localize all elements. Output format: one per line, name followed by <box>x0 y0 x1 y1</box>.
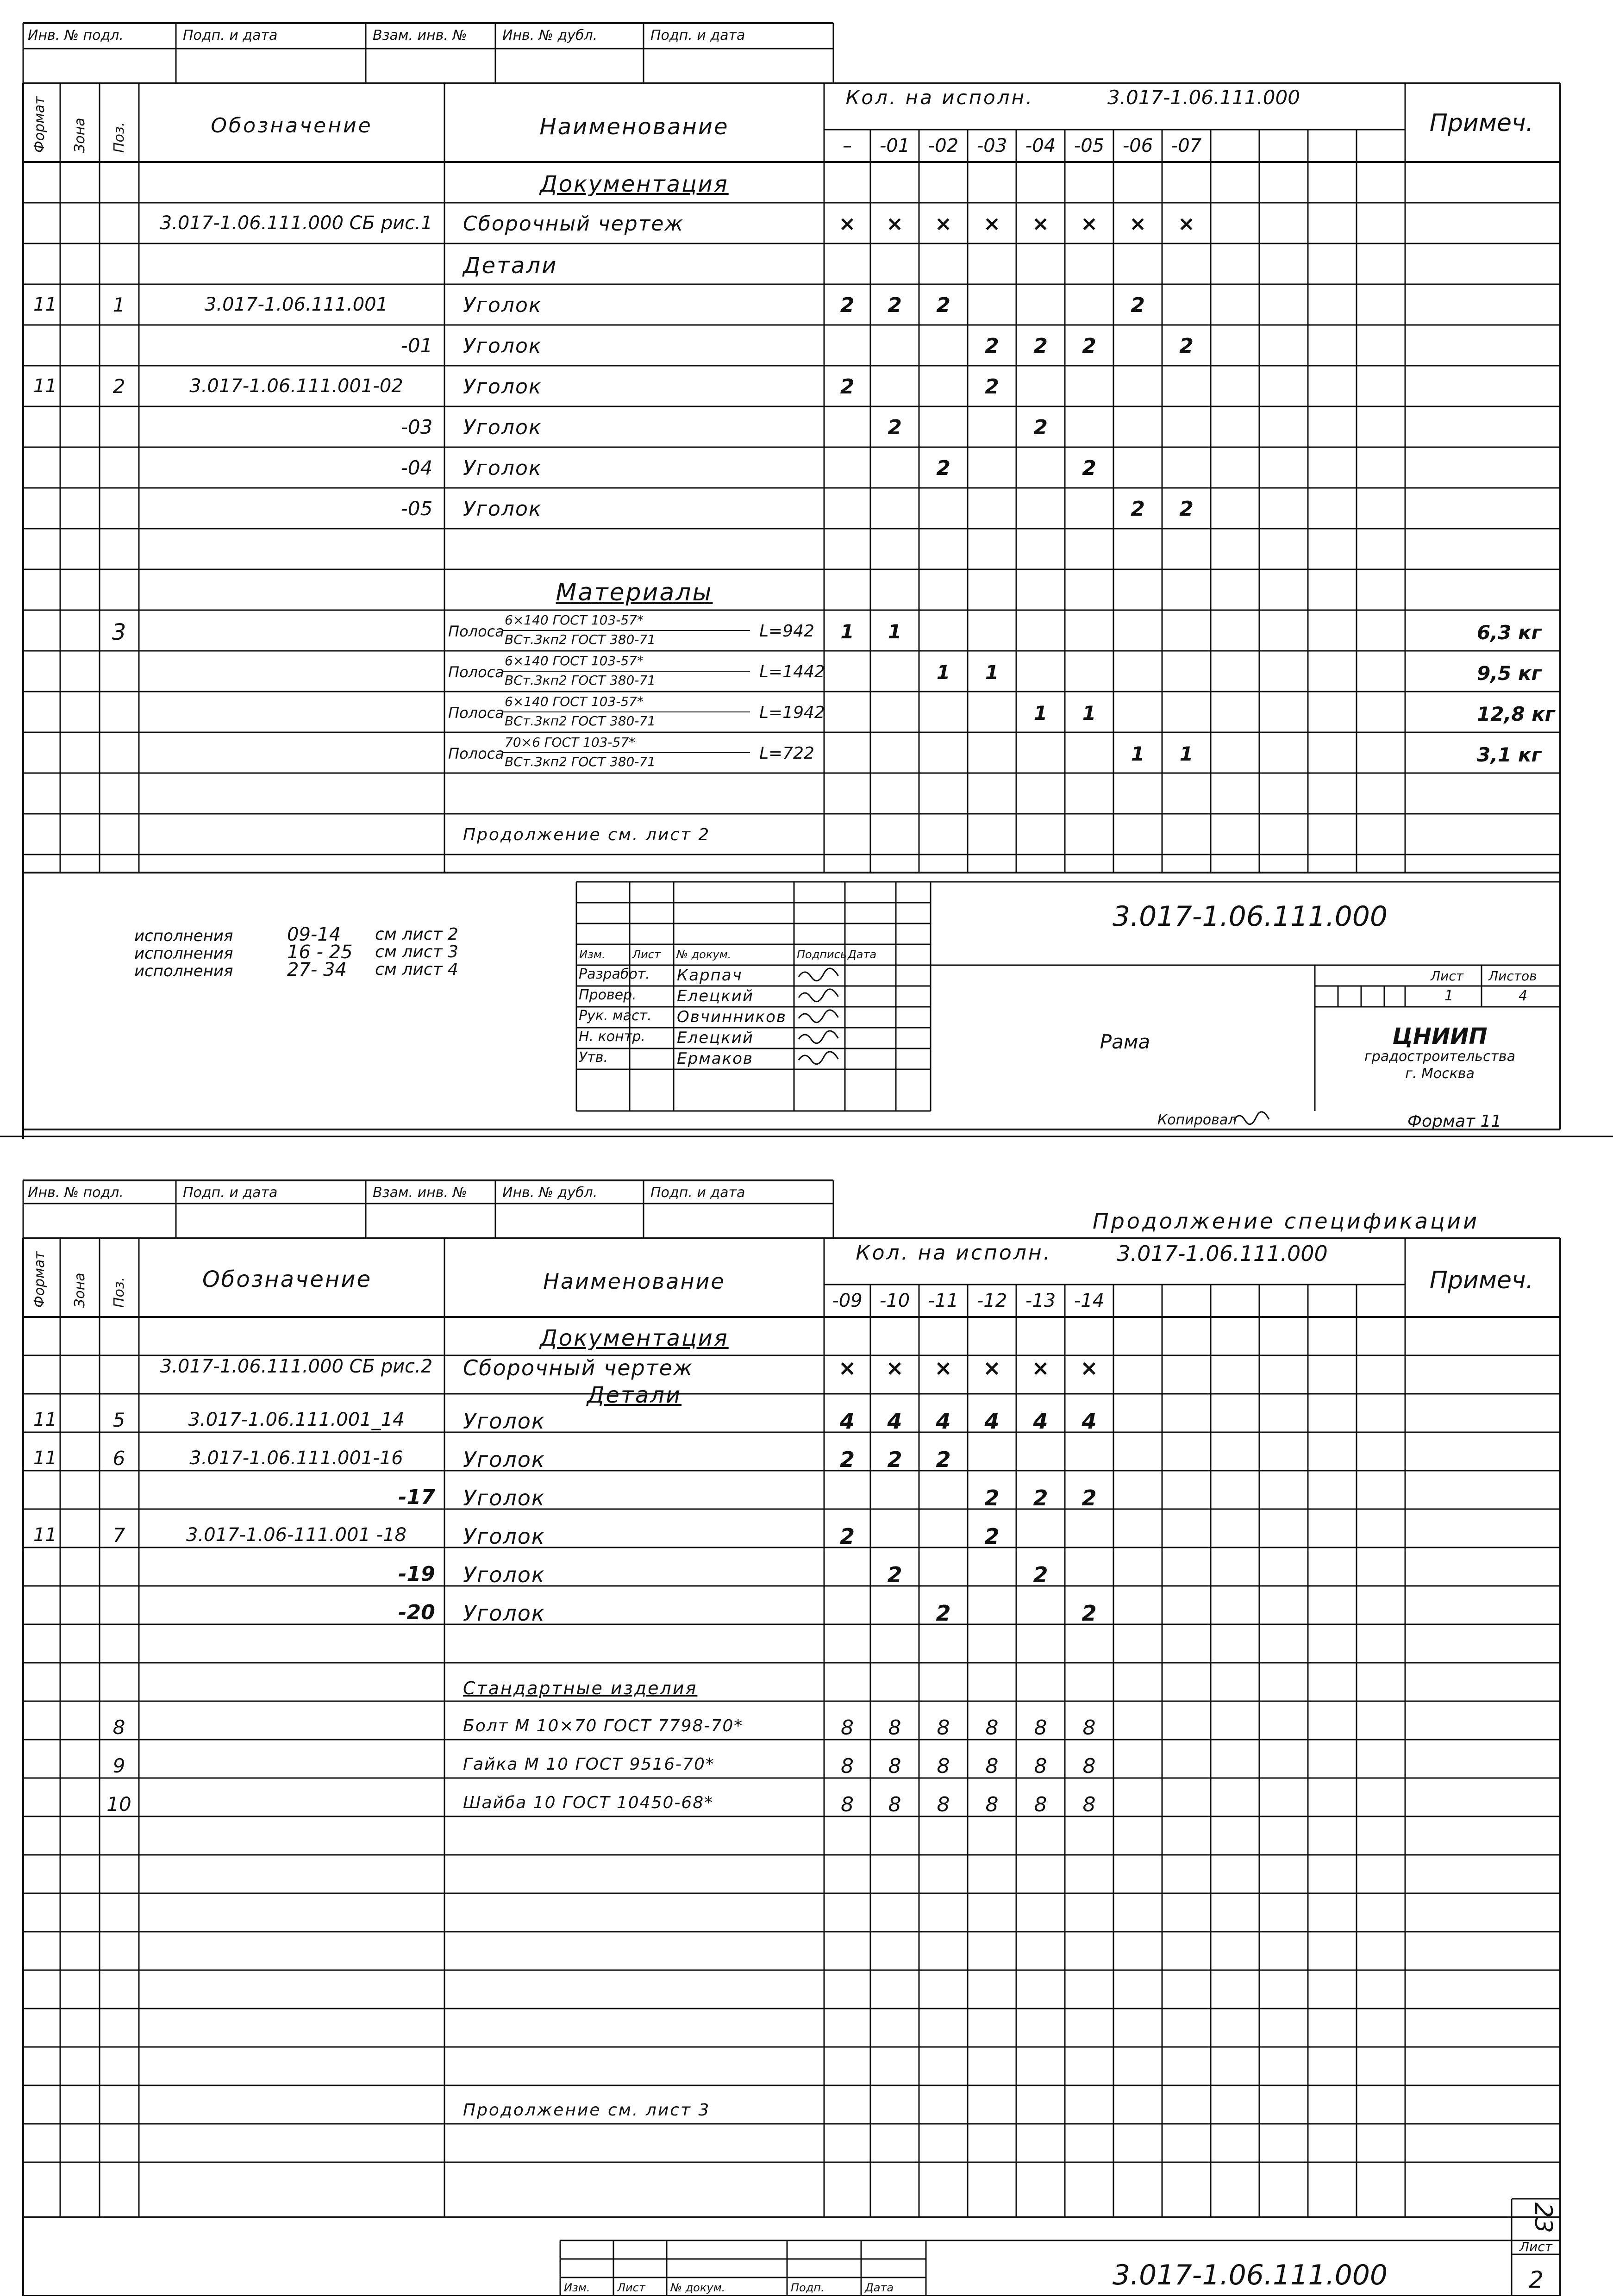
std-qty: 8 <box>888 1716 901 1740</box>
row-qty: × <box>1178 212 1195 236</box>
row-qty: × <box>886 1355 904 1380</box>
row-name: Уголок <box>463 293 542 317</box>
stamp-person: Овчинников <box>677 1008 787 1026</box>
page-number: 23 <box>1529 2202 1557 2234</box>
top-stamp-label: Инв. № дубл. <box>502 27 598 44</box>
row-name: Уголок <box>463 1524 545 1549</box>
row-qty: × <box>983 212 1000 236</box>
execution-ref: см лист 4 <box>375 960 458 979</box>
row-name: Сборочный чертеж <box>463 1355 694 1380</box>
header-pos: Поз. <box>111 122 127 153</box>
row-designation: 3.017-1.06-111.001 -18 <box>186 1524 406 1546</box>
row-designation: -03 <box>400 416 433 438</box>
row-name: Уголок <box>463 1601 545 1626</box>
material-qty: 1 <box>1033 702 1048 724</box>
row-qty: × <box>1032 1355 1050 1380</box>
row-qty: 2 <box>936 1447 951 1472</box>
section-docs: Документация <box>540 171 729 197</box>
material-spec-bottom: ВСт.3кп2 ГОСТ 380-71 <box>505 673 656 688</box>
stamp-code: 3.017-1.06.111.000 <box>1112 900 1388 933</box>
material-word: Полоса <box>448 663 504 681</box>
row-qty: 2 <box>984 1485 1000 1510</box>
signature-mark <box>799 1031 838 1043</box>
stamp-sheet-num: 1 <box>1444 988 1454 1004</box>
header-qty-code: 3.017-1.06.111.000 <box>1107 86 1300 109</box>
top-stamp-label: Подп. и дата <box>650 27 745 44</box>
top-stamp-label: Взам. инв. № <box>373 1185 467 1201</box>
signature-mark <box>799 989 838 1002</box>
section-materials: Материалы <box>556 579 713 606</box>
header-designation: Обозначение <box>211 114 373 137</box>
material-note: 6,3 кг <box>1477 621 1542 644</box>
material-length: L=722 <box>759 744 814 763</box>
section-parts: Детали <box>587 1382 682 1408</box>
execution-range: 09-14 <box>287 924 341 945</box>
std-name: Болт М 10×70 ГОСТ 7798-70* <box>463 1716 744 1735</box>
row-name: Уголок <box>463 1409 545 1434</box>
material-word: Полоса <box>448 745 504 762</box>
row-pos: 5 <box>113 1409 125 1431</box>
row-qty: × <box>1080 1355 1098 1380</box>
std-qty: 8 <box>937 1754 950 1778</box>
row-qty: 4 <box>839 1409 855 1434</box>
row-qty: 2 <box>887 1562 902 1587</box>
section-parts: Детали <box>463 253 558 279</box>
stamp-role: Провер. <box>579 987 637 1003</box>
row-qty: 2 <box>1033 334 1048 358</box>
row-qty: 2 <box>936 456 950 480</box>
row-qty: × <box>886 212 903 236</box>
execution-ref: см лист 2 <box>375 925 458 944</box>
material-qty: 1 <box>840 620 854 643</box>
row-qty: 2 <box>888 293 902 317</box>
row-pos: 6 <box>113 1447 125 1470</box>
material-pos: 3 <box>112 619 126 645</box>
top-stamp-label: Инв. № подл. <box>28 27 124 44</box>
stamp-code: 3.017-1.06.111.000 <box>1112 2259 1388 2291</box>
row-name: Уголок <box>463 1562 545 1587</box>
variant-header: -11 <box>928 1290 959 1311</box>
row-qty: 2 <box>936 1601 951 1626</box>
stamp-sheet-num: 2 <box>1529 2266 1544 2293</box>
row-qty: 2 <box>1082 1485 1097 1510</box>
row-qty: 2 <box>887 1447 902 1472</box>
row-qty: × <box>1032 212 1049 236</box>
material-note: 3,1 кг <box>1477 743 1542 766</box>
top-stamp-label: Подп. и дата <box>650 1185 745 1201</box>
row-name: Уголок <box>463 375 542 399</box>
row-qty: 2 <box>984 1524 1000 1549</box>
header-note: Примеч. <box>1429 1267 1534 1294</box>
execution-ref: см лист 3 <box>375 942 458 961</box>
stamp-title: Рама <box>1100 1030 1150 1053</box>
execution-label: исполнения <box>134 962 233 980</box>
variant-header: -03 <box>976 135 1007 156</box>
row-designation: -20 <box>398 1601 435 1624</box>
row-qty: 2 <box>985 375 999 399</box>
row-pos: 2 <box>113 375 125 398</box>
variant-header: -10 <box>879 1290 910 1311</box>
footer-copied: Копировал <box>1157 1112 1237 1128</box>
std-qty: 8 <box>937 1793 950 1816</box>
material-length: L=1942 <box>759 703 825 722</box>
row-format: 11 <box>33 1409 57 1430</box>
row-qty: 2 <box>1082 334 1096 358</box>
stamp-sheet-label: Лист <box>1431 968 1463 984</box>
variant-header: -12 <box>976 1290 1007 1311</box>
row-designation: 3.017-1.06.111.000 СБ рис.2 <box>160 1356 433 1377</box>
continuation-note: Продолжение см. лист 2 <box>463 825 711 844</box>
row-qty: 4 <box>887 1409 902 1434</box>
variant-header: -09 <box>832 1290 863 1311</box>
row-qty: 2 <box>1033 1562 1048 1587</box>
stamp-org3: г. Москва <box>1405 1066 1475 1082</box>
row-qty: 2 <box>936 293 950 317</box>
row-qty: 2 <box>1131 293 1145 317</box>
row-qty: × <box>1081 212 1098 236</box>
std-pos: 10 <box>106 1793 131 1816</box>
header-designation: Обозначение <box>202 1267 372 1292</box>
header-note: Примеч. <box>1429 109 1534 137</box>
stamp-person: Карпач <box>677 966 743 985</box>
row-qty: 2 <box>839 1524 855 1549</box>
stamp-role: Разработ. <box>579 966 650 982</box>
std-qty: 8 <box>888 1754 901 1778</box>
std-qty: 8 <box>841 1793 854 1816</box>
row-qty: 2 <box>1082 456 1096 480</box>
row-qty: 2 <box>1131 497 1145 521</box>
std-qty: 8 <box>1034 1793 1047 1816</box>
header-qty-code: 3.017-1.06.111.000 <box>1117 1241 1328 1266</box>
stamp-person: Елецкий <box>677 1029 754 1047</box>
top-stamp-label: Подп. и дата <box>183 1185 278 1201</box>
stamp-role: Утв. <box>579 1049 608 1066</box>
variant-header: -02 <box>928 135 959 156</box>
row-format: 11 <box>33 1524 57 1546</box>
row-designation: -05 <box>400 497 433 520</box>
material-qty: 1 <box>1179 742 1194 765</box>
row-name: Уголок <box>463 456 542 480</box>
row-qty: × <box>983 1355 1001 1380</box>
top-stamp-label: Инв. № подл. <box>28 1185 124 1201</box>
std-qty: 8 <box>1034 1716 1047 1740</box>
stamp-person: Ермаков <box>677 1049 753 1068</box>
execution-range: 16 - 25 <box>287 942 353 963</box>
stamp-role: Рук. маст. <box>579 1008 652 1024</box>
signature-mark <box>799 968 838 981</box>
material-word: Полоса <box>448 704 504 722</box>
material-length: L=1442 <box>759 662 825 681</box>
stamp-col-header: Изм. <box>579 948 606 961</box>
row-qty: 4 <box>1033 1409 1048 1434</box>
header-pos: Поз. <box>111 1277 127 1308</box>
std-pos: 9 <box>113 1754 125 1777</box>
row-designation: 3.017-1.06.111.001-02 <box>189 375 403 397</box>
variant-header: -13 <box>1025 1290 1056 1311</box>
footer-format: Формат 11 <box>1407 1112 1502 1131</box>
material-word: Полоса <box>448 623 504 640</box>
row-qty: 2 <box>840 293 855 317</box>
row-qty: 2 <box>839 1447 855 1472</box>
signature-mark <box>1234 1112 1269 1124</box>
material-qty: 1 <box>1082 702 1096 724</box>
row-name: Уголок <box>463 334 542 358</box>
stamp-col-header: Лист <box>632 948 661 961</box>
row-designation: -19 <box>398 1562 435 1586</box>
variant-header: -05 <box>1074 135 1105 156</box>
continuation-title: Продолжение спецификации <box>1093 1209 1480 1234</box>
stamp-col-header: Подп. <box>791 2281 825 2294</box>
row-name: Уголок <box>463 1485 545 1510</box>
row-name: Уголок <box>463 497 542 521</box>
row-qty: 2 <box>1179 334 1194 358</box>
stamp-col-header: Изм. <box>564 2281 590 2294</box>
signature-mark <box>799 1052 838 1064</box>
std-qty: 8 <box>1082 1716 1096 1740</box>
top-stamp-label: Подп. и дата <box>183 27 278 44</box>
section-docs: Документация <box>540 1325 729 1351</box>
row-pos: 7 <box>113 1524 125 1547</box>
row-designation: -04 <box>400 456 433 479</box>
continuation-note: Продолжение см. лист 3 <box>463 2101 711 2120</box>
specification-sheet-1 <box>0 0 1613 1139</box>
material-qty: 1 <box>985 661 999 684</box>
variant-header: -14 <box>1074 1290 1105 1311</box>
section-std: Стандартные изделия <box>463 1678 698 1698</box>
std-name: Шайба 10 ГОСТ 10450-68* <box>463 1793 714 1812</box>
row-format: 11 <box>33 294 57 315</box>
std-qty: 8 <box>1082 1754 1096 1778</box>
material-spec-top: 6×140 ГОСТ 103-57* <box>505 653 644 668</box>
variant-header: -07 <box>1171 135 1202 156</box>
stamp-person: Елецкий <box>677 987 754 1005</box>
std-qty: 8 <box>985 1754 999 1778</box>
header-format: Формат <box>31 1251 48 1308</box>
std-qty: 8 <box>937 1716 950 1740</box>
stamp-col-header: Лист <box>617 2281 645 2294</box>
row-pos: 1 <box>113 293 125 316</box>
stamp-col-header: № докум. <box>670 2281 725 2294</box>
stamp-col-header: Дата <box>865 2281 894 2294</box>
row-designation: 3.017-1.06.111.001_14 <box>188 1409 405 1430</box>
execution-label: исполнения <box>134 927 233 945</box>
row-qty: 2 <box>888 416 902 439</box>
variant-header: -04 <box>1025 135 1056 156</box>
execution-label: исполнения <box>134 944 233 963</box>
top-stamp-label: Взам. инв. № <box>373 27 467 44</box>
row-qty: 2 <box>1033 416 1048 439</box>
header-qty-title: Кол. на исполн. <box>856 1241 1052 1265</box>
stamp-sheets-num: 4 <box>1519 988 1528 1004</box>
sheet1-grid <box>0 0 1613 1139</box>
row-qty: × <box>1129 212 1146 236</box>
material-spec-bottom: ВСт.3кп2 ГОСТ 380-71 <box>505 632 656 647</box>
header-format: Формат <box>31 96 48 153</box>
variant-header: -06 <box>1122 135 1153 156</box>
row-name: Уголок <box>463 1447 545 1472</box>
header-zone: Зона <box>72 1273 88 1308</box>
material-spec-top: 70×6 ГОСТ 103-57* <box>505 735 636 750</box>
row-format: 11 <box>33 375 57 397</box>
material-note: 9,5 кг <box>1477 662 1542 685</box>
std-pos: 8 <box>113 1716 125 1739</box>
row-qty: 2 <box>1082 1601 1097 1626</box>
material-spec-top: 6×140 ГОСТ 103-57* <box>505 694 644 709</box>
variant-header: – <box>843 135 852 156</box>
material-spec-bottom: ВСт.3кп2 ГОСТ 380-71 <box>505 754 656 769</box>
variant-header: -01 <box>879 135 910 156</box>
specification-sheet-2 <box>0 1176 1613 2296</box>
material-spec-bottom: ВСт.3кп2 ГОСТ 380-71 <box>505 713 656 729</box>
stamp-role: Н. контр. <box>579 1029 645 1045</box>
header-name: Наименование <box>543 1269 725 1294</box>
std-qty: 8 <box>1034 1754 1047 1778</box>
row-designation: 3.017-1.06.111.001-16 <box>189 1447 403 1469</box>
material-spec-top: 6×140 ГОСТ 103-57* <box>505 612 644 628</box>
material-qty: 1 <box>888 620 902 643</box>
row-designation: -17 <box>398 1485 435 1509</box>
row-qty: 2 <box>840 375 855 399</box>
row-qty: 4 <box>936 1409 951 1434</box>
row-qty: × <box>838 1355 857 1380</box>
row-qty: 4 <box>1082 1409 1097 1434</box>
stamp-org2: градостроительства <box>1364 1048 1515 1065</box>
row-format: 11 <box>33 1447 57 1469</box>
std-name: Гайка М 10 ГОСТ 9516-70* <box>463 1755 715 1774</box>
row-qty: 2 <box>1033 1485 1048 1510</box>
row-name: Сборочный чертеж <box>463 212 684 236</box>
row-designation: 3.017-1.06.111.001 <box>204 294 388 315</box>
row-qty: × <box>934 1355 952 1380</box>
row-name: Уголок <box>463 416 542 439</box>
row-qty: 4 <box>984 1409 1000 1434</box>
header-name: Наименование <box>539 114 729 140</box>
stamp-sheet-label: Лист <box>1519 2239 1552 2254</box>
row-qty: 2 <box>985 334 999 358</box>
row-qty: × <box>935 212 952 236</box>
stamp-sheets-label: Листов <box>1488 968 1537 984</box>
std-qty: 8 <box>985 1716 999 1740</box>
std-qty: 8 <box>985 1793 999 1816</box>
stamp-col-header: № докум. <box>676 948 731 961</box>
std-qty: 8 <box>841 1716 854 1740</box>
stamp-col-header: Дата <box>848 948 877 961</box>
sheet2-grid <box>0 1176 1613 2296</box>
stamp-col-header: Подпись <box>797 948 847 961</box>
top-stamp-label: Инв. № дубл. <box>502 1185 598 1201</box>
row-designation: -01 <box>400 334 433 357</box>
row-qty: 2 <box>1179 497 1194 521</box>
std-qty: 8 <box>888 1793 901 1816</box>
signature-mark <box>799 1010 838 1023</box>
header-zone: Зона <box>72 118 88 153</box>
std-qty: 8 <box>841 1754 854 1778</box>
row-qty: × <box>838 212 856 236</box>
material-qty: 1 <box>1131 742 1145 765</box>
material-note: 12,8 кг <box>1477 703 1555 725</box>
header-qty-title: Кол. на исполн. <box>845 86 1034 109</box>
material-length: L=942 <box>759 622 814 641</box>
material-qty: 1 <box>936 661 950 684</box>
row-designation: 3.017-1.06.111.000 СБ рис.1 <box>160 212 433 234</box>
execution-range: 27- 34 <box>287 959 347 980</box>
std-qty: 8 <box>1082 1793 1096 1816</box>
stamp-org1: ЦНИИП <box>1392 1023 1488 1049</box>
